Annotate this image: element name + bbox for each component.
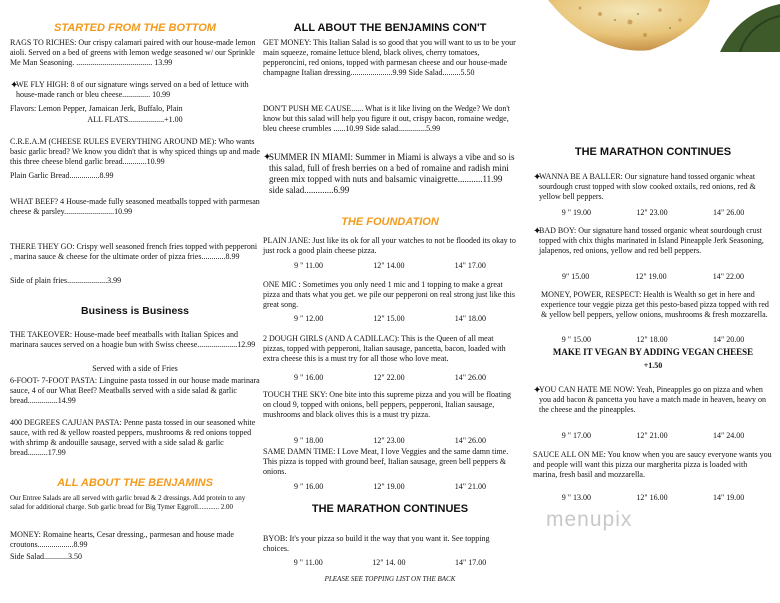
price-12in: 12" 15.00 — [373, 314, 405, 323]
price-14in: 14" 20.00 — [713, 335, 745, 344]
item-sauce-all-on-me: SAUCE ALL ON ME: You know when you are saucy everyone wants you and people will want this pizza our margherita pizza is loaded with marina, fresh basil and mozzarella. — [533, 450, 772, 479]
item-served-with-fries: Served with a side of Fries — [92, 364, 178, 373]
item-wanna-be-a-baller: WANNA BE A BALLER: Our signature hand tossed organic wheat sourdough crust topped with slow cooked oxtails, red onions, red & yellow bell peppers. — [539, 172, 756, 201]
pizza-photo — [540, 0, 780, 52]
item-same-damn-time: SAME DAMN TIME: I Love Meat, I love Veggies and the same damn time. This pizza is topped with ground beef, Italian sausage, green bell peppers & onions. — [263, 447, 509, 476]
item-there-they-go: THERE THEY GO: Crispy well seasoned french fries topped with pepperoni , marina sauce & cheese for the ultimate order of pizza fries............8.99 — [10, 242, 258, 261]
entree-salads-note: Our Entree Salads are all served with garlic bread & 2 dressings. Add protein to any salad for additional charge. Sub garlic bread for Big Tymer Eggroll............ 2.00 — [10, 494, 246, 511]
item-six-foot-pasta: 6-FOOT- 7-FOOT PASTA: Linguine pasta tossed in our house made marinara sauce, 4 of our What Beef? Meatballs served with a side salad & garlic bread...............14.99 — [10, 376, 260, 405]
price-14in: 14" 22.00 — [712, 272, 744, 281]
item-rags-to-riches: RAGS TO RICHES: Our crispy calamari paired with our house-made lemon aioli. Served on a bed of greens with lemon wedge seasoned w/ our Sprinkle Me Man Seasoning. ...................................... 13.99 — [10, 38, 256, 67]
price-row — [263, 261, 517, 271]
vegan-option: MAKE IT VEGAN BY ADDING VEGAN CHEESE — [552, 347, 754, 357]
price-9in: 9 " 15.00 — [561, 335, 591, 344]
star-bullet-icon: ✦ — [263, 152, 272, 163]
price-14in: 14" 18.00 — [454, 314, 486, 323]
price-14in: 14" 26.00 — [713, 208, 745, 217]
price-12in: 12" 23.00 — [636, 208, 668, 217]
price-9in: 9" 15.00 — [562, 272, 590, 281]
price-12in: 12" 23.00 — [373, 436, 405, 445]
item-cajun-pasta: 400 DEGREES CAJUAN PASTA: Penne pasta tossed in our seasoned white sauce, with red & yellow roasted peppers, mushrooms & red onions topped with shrimp & andouille sausage, served with a side salad & garlic bread..........17.99 — [10, 418, 256, 457]
price-row — [533, 208, 773, 218]
price-9in: 9 " 16.00 — [294, 482, 324, 491]
price-12in: 12" 22.00 — [373, 373, 405, 382]
price-row — [263, 558, 517, 568]
price-14in: 14" 26.00 — [454, 373, 486, 382]
price-14in: 14" 17.00 — [454, 261, 486, 270]
price-row — [263, 314, 517, 324]
price-12in: 12" 21.00 — [636, 431, 668, 440]
star-bullet-icon: ✦ — [533, 385, 542, 396]
item-get-money: GET MONEY: This Italian Salad is so good that you will want to us to be your main squeeze, romaine lettuce blend, black olives, cherry tomatoes, pepperoncini, red onions, topped with parmesan cheese and our house-made champagne Italian dressing.....................9.99 Side Salad.........5.50 — [263, 38, 516, 77]
section-heading: STARTED FROM THE BOTTOM — [54, 22, 216, 34]
price-9in: 9 " 19.00 — [561, 208, 591, 217]
vegan-price: +1.50 — [643, 361, 663, 370]
item-summer-in-miami: SUMMER IN MIAMI: Summer in Miami is always a vibe and so is this salad, full of fresh berries on a bed of romaine and radish mini green mix topped with nuts and balsamic vinaigrette...........11.99 side salad.............6.99 — [269, 152, 515, 196]
item-side-salad: Side Salad............3.50 — [10, 552, 82, 561]
price-row — [533, 493, 773, 503]
star-bullet-icon: ✦ — [533, 226, 542, 237]
item-we-fly-high: WE FLY HIGH: 8 of our signature wings served on a bed of lettuce with house-made ranch or bleu cheese.............. 10.99 — [16, 80, 249, 99]
star-bullet-icon: ✦ — [10, 80, 19, 91]
price-9in: 9 " 11.00 — [294, 261, 324, 270]
price-12in: 12" 18.00 — [636, 335, 668, 344]
item-dont-push-me: DON'T PUSH ME CAUSE...... What is it like living on the Wedge? We don't know but this salad will help you figure it out, crispy bacon, romaine wedge, bleu cheese crumbles ......10.99 Side salad..............5.99 — [263, 104, 510, 133]
price-12in: 12" 19.00 — [373, 482, 405, 491]
section-heading: THE FOUNDATION — [341, 216, 439, 228]
price-row — [263, 482, 517, 492]
price-14in: 14" 24.00 — [713, 431, 745, 440]
price-9in: 9 " 13.00 — [561, 493, 591, 502]
price-12in: 12" 14. 00 — [372, 558, 406, 567]
price-9in: 9 " 12.00 — [294, 314, 324, 323]
price-row — [533, 431, 773, 441]
item-plain-jane: PLAIN JANE: Just like its ok for all your watches to not be flooded its okay to just rock a good plain cheese pizza. — [263, 236, 516, 255]
price-9in: 9 " 18.00 — [294, 436, 324, 445]
item-side-plain-fries: Side of plain fries....................3.99 — [10, 276, 122, 285]
price-14in: 14" 17.00 — [454, 558, 487, 567]
section-heading: ALL ABOUT THE BENJAMINS CON'T — [293, 22, 487, 34]
price-row — [263, 373, 517, 383]
price-9in: 9 " 16.00 — [294, 373, 324, 382]
item-money-power-respect: MONEY, POWER, RESPECT: Health is Wealth so get in here and experience tour veggie pizza get this pesto-based pizza topped with red & yellow bell peppers, yellow onions, mushrooms & fresh mozzarella. — [541, 290, 769, 319]
price-9in: 9 " 11.00 — [293, 558, 323, 567]
item-plain-garlic-bread: Plain Garlic Bread...............8.99 — [10, 171, 114, 180]
item-cream: C.R.E.A.M (CHEESE RULES EVERYTHING AROUND ME): Who wants basic garlic bread? We know you didn't that is why spiced things up and made this three cheese blend garlic bread............10.99 — [10, 137, 260, 166]
section-heading: THE MARATHON CONTINUES — [574, 146, 732, 158]
item-2-dough-girls: 2 DOUGH GIRLS (AND A CADILLAC): This is the Queen of all meat pizzas, topped with pepperoni, Italian sausage, pancetta, bacon, loaded with extra cheese this is a must try for all those who love meat. — [263, 334, 506, 363]
price-row — [263, 436, 517, 446]
item-the-takeover: THE TAKEOVER: House-made beef meatballs with Italian Spices and marinara sauces served on a hoagie bun with Swiss cheese....................12.99 — [10, 330, 256, 349]
item-one-mic: ONE MIC : Sometimes you only need 1 mic and 1 topping to make a great pizza and thats what you get. we pile our pepperoni on real strong just like this great song. — [263, 280, 515, 309]
price-14in: 14" 26.00 — [454, 436, 486, 445]
price-14in: 14" 21.00 — [454, 482, 486, 491]
price-12in: 12" 16.00 — [636, 493, 668, 502]
price-12in: 12" 14.00 — [373, 261, 405, 270]
price-14in: 14" 19.00 — [713, 493, 745, 502]
topping-list-note: PLEASE SEE TOPPING LIST ON THE BACK — [324, 575, 456, 583]
item-byob: BYOB: It's your pizza so build it the way that you want it. See topping choices. — [263, 534, 490, 553]
item-flavors: Flavors: Lemon Pepper, Jamaican Jerk, Buffalo, Plain — [10, 104, 183, 113]
item-you-can-hate-me-now: YOU CAN HATE ME NOW: Yeah, Pineapples go on pizza and when you add bacon & pancetta you have a match made in heaven, heavy on the cheese and the pineapples. — [539, 385, 767, 414]
item-touch-the-sky: TOUCH THE SKY: One bite into this supreme pizza and you will be floating on cloud 9, topped with onions, bell peppers, pepperoni, Italian sausage, mushrooms and black olives this is a must try pizza. — [263, 390, 512, 419]
section-heading: ALL ABOUT THE BENJAMINS — [57, 477, 213, 489]
menupix-watermark: menupix — [546, 508, 633, 531]
section-heading: Business is Business — [81, 305, 189, 317]
item-bad-boy: BAD BOY: Our signature hand tossed organic wheat sourdough crust topped with chix thighs marinated in Island Pineapple Jerk Seasoning, jalapenos, red onions, yellow and red bell peppers. — [539, 226, 764, 255]
price-row — [533, 335, 773, 345]
star-bullet-icon: ✦ — [533, 172, 542, 183]
price-row — [533, 272, 773, 282]
item-money-salad: MONEY: Romaine hearts, Cesar dressing., parmesan and house made croutons..................8.99 — [10, 530, 234, 549]
price-9in: 9 " 17.00 — [561, 431, 591, 440]
item-all-flats: ALL FLATS..................+1.00 — [87, 115, 183, 124]
price-12in: 12" 19.00 — [635, 272, 667, 281]
section-heading: THE MARATHON CONTINUES — [311, 503, 469, 515]
item-what-beef: WHAT BEEF? 4 House-made fully seasoned meatballs topped with parmesan cheese & parsley.........................10.99 — [10, 197, 260, 216]
